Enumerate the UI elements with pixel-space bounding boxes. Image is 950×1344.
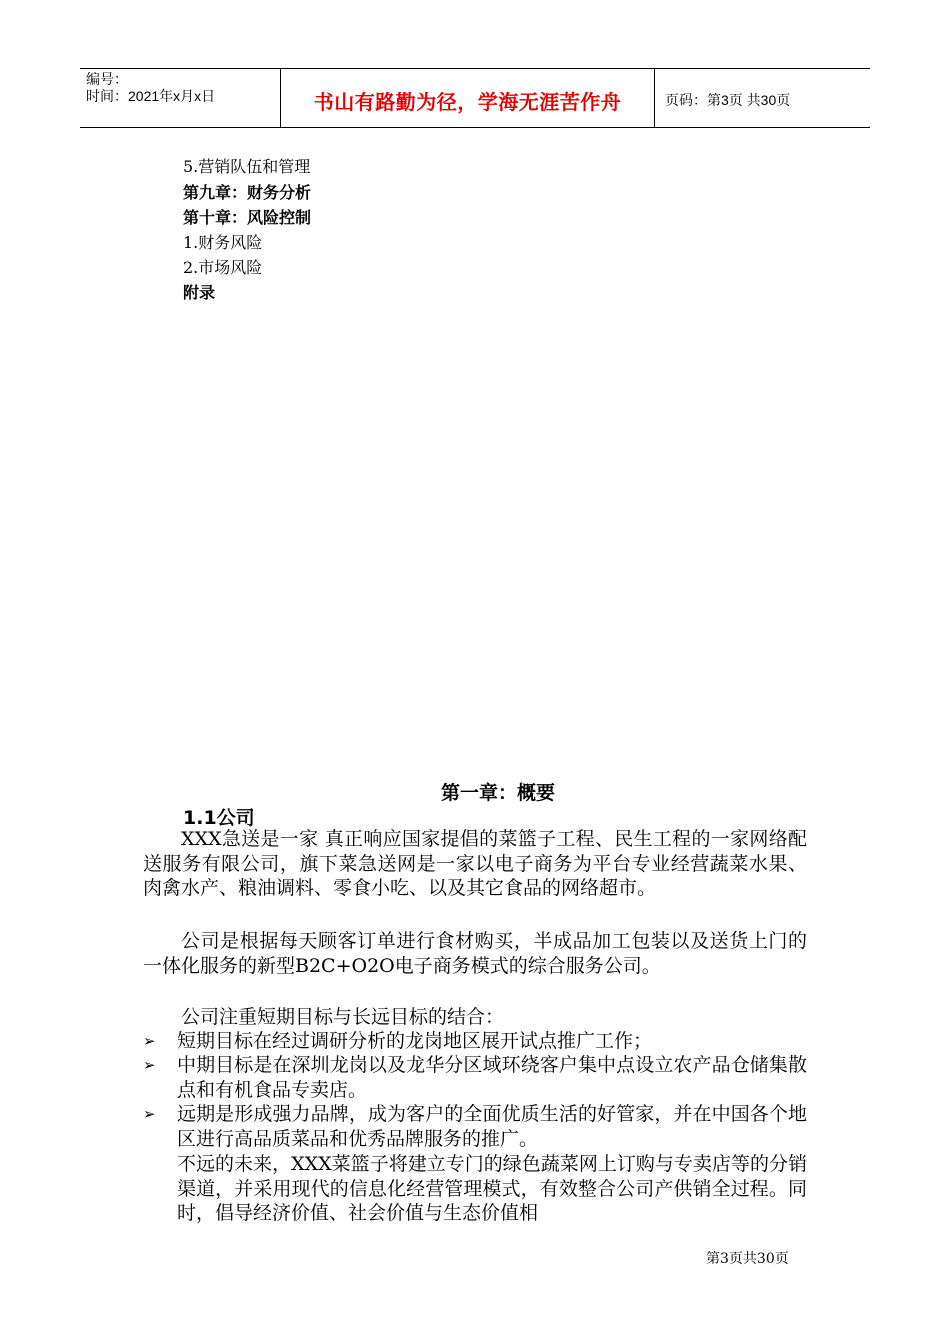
paragraph-future: 不远的未来，XXX菜篮子将建立专门的绿色蔬菜网上订购与专卖店等的分销渠道，并采用现代的信息化经营管理模式，有效整合公司产供销全过程。同时，倡导经济价值、社会价值与生态价值相 <box>177 1153 807 1224</box>
list-item-text: 远期是形成强力品牌，成为客户的全面优质生活的好管家，并在中国各个地区进行高品质菜品和优秀品牌服务的推广。 <box>177 1103 807 1150</box>
paragraph-goals-intro: 公司注重短期目标与长远目标的结合： <box>181 1006 505 1028</box>
toc-item-market-risk: 2.市场风险 <box>183 258 263 277</box>
toc-item-chapter-ten: 第十章：风险控制 <box>183 208 312 227</box>
header-motto: 书山有路勤为径，学海无涯苦作舟 <box>313 89 622 114</box>
toc-item-financial-risk: 1.财务风险 <box>183 233 263 252</box>
header-number-label: 编号： <box>86 71 128 87</box>
section-title: 1.1公司 <box>183 807 255 829</box>
toc-item-marketing-team: 5.营销队伍和管理 <box>183 157 311 176</box>
header-time-label: 时间：2021年x月x日 <box>86 88 216 104</box>
page-footer-number: 第3页共30页 <box>706 1251 789 1267</box>
header-page-cell <box>655 69 870 127</box>
header-motto-cell <box>281 69 655 127</box>
toc-item-chapter-nine: 第九章：财务分析 <box>183 183 312 202</box>
list-item-long-term <box>143 1102 807 1151</box>
list-item-short-term <box>143 1029 807 1054</box>
paragraph-business-model: 公司是根据每天顾客订单进行食材购买，半成品加工包装以及送货上门的一体化服务的新型B2C+O2O电子商务模式的综合服务公司。 <box>143 930 807 977</box>
page-header <box>80 68 870 128</box>
header-meta-cell <box>80 69 281 127</box>
arrow-bullet-icon: ➢ <box>143 1032 156 1050</box>
list-item-text: 短期目标在经过调研分析的龙岗地区展开试点推广工作； <box>177 1030 653 1052</box>
header-page-label: 页码：第3页 共30页 <box>665 92 791 108</box>
paragraph-company-intro: XXX急送是一家 真正响应国家提倡的菜篮子工程、民生工程的一家网络配送服务有限公司，旗下菜急送网是一家以电子商务为平台专业经营蔬菜水果、肉禽水产、粮油调料、零食小吃、以及其它食品的网络超市。 <box>143 828 807 899</box>
list-item-mid-term <box>143 1053 807 1102</box>
arrow-bullet-icon: ➢ <box>143 1056 156 1074</box>
toc-item-appendix: 附录 <box>183 283 216 302</box>
arrow-bullet-icon: ➢ <box>143 1105 156 1123</box>
list-item-text: 中期目标是在深圳龙岗以及龙华分区域环绕客户集中点设立农产品仓储集散点和有机食品专卖店。 <box>177 1054 807 1101</box>
chapter-title: 第一章：概要 <box>440 782 555 804</box>
